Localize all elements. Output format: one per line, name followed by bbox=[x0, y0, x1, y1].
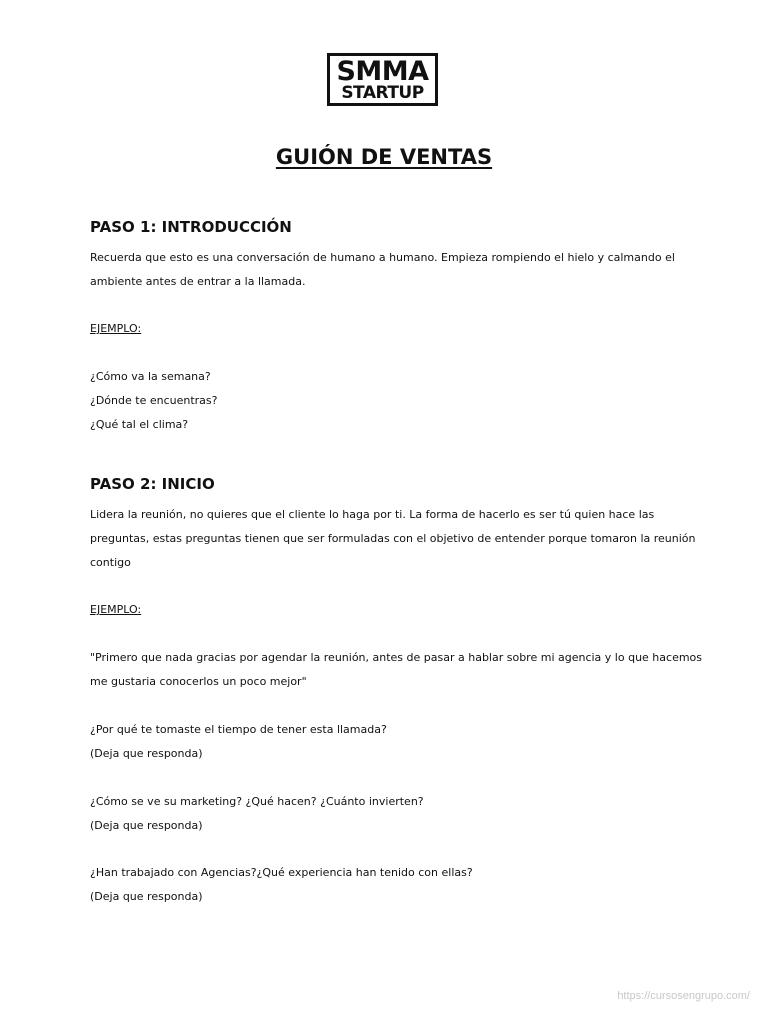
logo-line-1: SMMA bbox=[336, 56, 429, 87]
step-1-question: ¿Cómo va la semana? bbox=[90, 370, 211, 383]
step-2-wait-note: (Deja que responda) bbox=[90, 890, 203, 903]
source-url-watermark: https://cursosengrupo.com/ bbox=[617, 990, 750, 1002]
step-2-quote-line: me gustaria conocerlos un poco mejor" bbox=[90, 675, 307, 688]
step-1-heading: PASO 1: INTRODUCCIÓN bbox=[90, 218, 292, 236]
step-2-question: ¿Han trabajado con Agencias?¿Qué experiencia han tenido con ellas? bbox=[90, 866, 473, 879]
step-2-question: ¿Cómo se ve su marketing? ¿Qué hacen? ¿Cuánto invierten? bbox=[90, 795, 424, 808]
document-title: GUIÓN DE VENTAS bbox=[275, 145, 493, 169]
logo-line-2: STARTUP bbox=[341, 83, 424, 103]
step-2-paragraph-line: Lidera la reunión, no quieres que el cliente lo haga por ti. La forma de hacerlo es ser tú quien hace las bbox=[90, 508, 655, 521]
step-1-question: ¿Dónde te encuentras? bbox=[90, 394, 218, 407]
step-1-question: ¿Qué tal el clima? bbox=[90, 418, 189, 431]
step-2-heading: PASO 2: INICIO bbox=[90, 475, 215, 493]
step-2-paragraph-line: preguntas, estas preguntas tienen que ser formuladas con el objetivo de entender porque tomaron la reunión bbox=[90, 532, 696, 545]
smma-startup-logo bbox=[327, 53, 438, 106]
step-2-wait-note: (Deja que responda) bbox=[90, 747, 203, 760]
step-2-question: ¿Por qué te tomaste el tiempo de tener esta llamada? bbox=[90, 723, 387, 736]
step-2-example-label: EJEMPLO: bbox=[90, 603, 142, 616]
step-1-paragraph-line: Recuerda que esto es una conversación de humano a humano. Empieza rompiendo el hielo y calmando el bbox=[90, 251, 675, 264]
step-2-paragraph-line: contigo bbox=[90, 556, 131, 569]
step-2-quote-line: "Primero que nada gracias por agendar la reunión, antes de pasar a hablar sobre mi agencia y lo que hacemos bbox=[90, 651, 703, 664]
step-1-example-label: EJEMPLO: bbox=[90, 322, 142, 335]
step-1-paragraph-line: ambiente antes de entrar a la llamada. bbox=[90, 275, 306, 288]
step-2-wait-note: (Deja que responda) bbox=[90, 819, 203, 832]
